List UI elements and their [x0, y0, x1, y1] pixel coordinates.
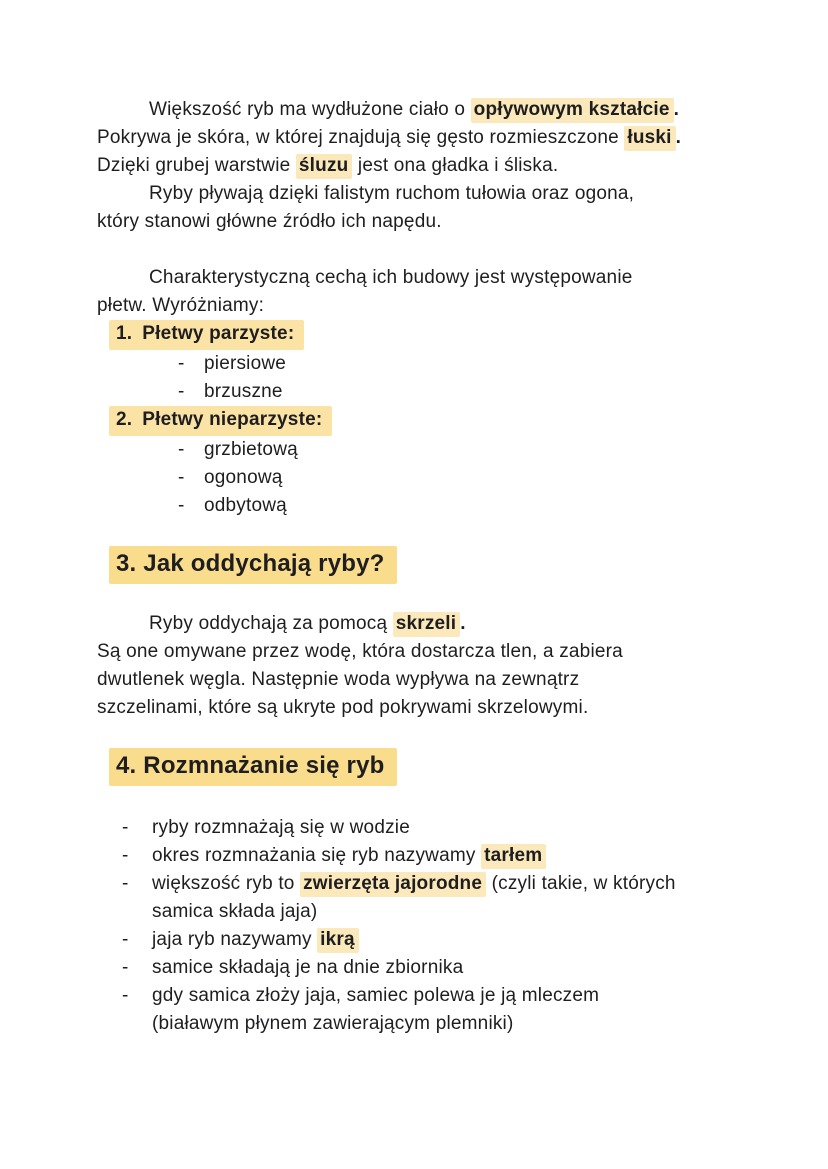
- text-segment: ryby rozmnażają się w wodzie: [152, 817, 410, 838]
- reproduction-bullet-list: [97, 814, 790, 1038]
- highlighted-term: zwierzęta jajorodne: [300, 872, 486, 897]
- text-segment: samice składają je na dnie zbiornika: [152, 957, 464, 978]
- highlighted-term: ikrą: [317, 928, 359, 953]
- fins-list: [97, 320, 790, 520]
- numbered-item-paired-fins: [109, 320, 790, 350]
- fin-sub-label: piersiowe: [204, 353, 287, 374]
- dash-marker: -: [122, 985, 129, 1006]
- dash-marker: -: [178, 467, 185, 488]
- item-number: 1.: [116, 323, 133, 344]
- highlighted-term: tarłem: [481, 844, 546, 869]
- text-segment: szczelinami, które są ukryte pod pokrywami skrzelowymi.: [97, 697, 589, 718]
- dash-marker: -: [122, 845, 129, 866]
- text-segment: Większość ryb ma wydłużone ciało o: [149, 99, 471, 120]
- text-segment: Są one omywane przez wodę, która dostarcza tlen, a zabiera: [97, 641, 623, 662]
- bullet-text: [152, 870, 790, 926]
- bullet-item: [122, 842, 790, 870]
- text-segment: który stanowi główne źródło ich napędu.: [97, 211, 442, 232]
- dash-marker: -: [122, 957, 129, 978]
- fin-sub-item: [178, 464, 790, 492]
- fin-sub-item: [178, 436, 790, 464]
- item-number: 2.: [116, 409, 133, 430]
- text-segment: dwutlenek węgla. Następnie woda wypływa na zewnątrz: [97, 669, 580, 690]
- text-segment: większość ryb to: [152, 873, 301, 894]
- text-segment: Ryby oddychają za pomocą: [149, 613, 393, 634]
- bullet-item: [122, 926, 790, 954]
- numbered-item-unpaired-fins: [109, 406, 790, 436]
- text-segment: .: [675, 127, 682, 148]
- bullet-text: [152, 954, 790, 982]
- dash-marker: -: [178, 439, 185, 460]
- paragraph-breathing: [97, 610, 790, 722]
- text-segment: .: [460, 613, 466, 634]
- text-segment: Pokrywa je skóra, w której znajdują się gęsto rozmieszczone: [97, 127, 625, 148]
- fin-sub-label: grzbietową: [204, 439, 298, 460]
- highlighted-term: opływowym kształcie: [471, 98, 674, 123]
- heading-highlight: 4. Rozmnażanie się ryb: [109, 748, 397, 786]
- bullet-text: [152, 842, 790, 870]
- text-segment: (czyli takie, w których: [486, 873, 676, 894]
- text-segment: jaja ryb nazywamy: [152, 929, 318, 950]
- highlighted-term: skrzeli: [393, 612, 461, 637]
- fin-sub-label: ogonową: [204, 467, 283, 488]
- text-segment: (białawym płynem zawierającym plemniki): [152, 1013, 514, 1034]
- bullet-text: [152, 982, 790, 1038]
- dash-marker: -: [178, 381, 185, 402]
- dash-marker: -: [178, 495, 185, 516]
- section-heading-reproduction: [109, 748, 790, 786]
- text-segment: płetw. Wyróżniamy:: [97, 295, 265, 316]
- dash-marker: -: [122, 929, 129, 950]
- text-segment: Ryby pływają dzięki falistym ruchom tułowia oraz ogona,: [149, 183, 635, 204]
- fin-sub-label: odbytową: [204, 495, 287, 516]
- text-segment: jest ona gładka i śliska.: [352, 155, 559, 176]
- item-label: Płetwy nieparzyste:: [142, 409, 323, 430]
- dash-marker: -: [122, 817, 129, 838]
- bullet-item: [122, 982, 790, 1038]
- dash-marker: -: [122, 873, 129, 894]
- numbered-item-band: [109, 406, 332, 436]
- bullet-text: [152, 814, 790, 842]
- bullet-item: [122, 870, 790, 926]
- fin-sub-label: brzuszne: [204, 381, 283, 402]
- fin-sub-item: [178, 492, 790, 520]
- bullet-item: [122, 954, 790, 982]
- dash-marker: -: [178, 353, 185, 374]
- paragraph-swimming: [97, 180, 790, 236]
- text-segment: gdy samica złoży jaja, samiec polewa je ją mleczem: [152, 985, 600, 1006]
- heading-highlight: 3. Jak oddychają ryby?: [109, 546, 397, 584]
- highlighted-term: łuski: [624, 126, 675, 151]
- item-label: Płetwy parzyste:: [142, 323, 295, 344]
- highlighted-term: śluzu: [296, 154, 353, 179]
- paragraph-fins-intro: [97, 264, 790, 320]
- paragraph-body-shape: [97, 96, 790, 180]
- bullet-item: [122, 814, 790, 842]
- text-segment: okres rozmnażania się ryb nazywamy: [152, 845, 482, 866]
- text-segment: .: [673, 99, 680, 120]
- bullet-text: [152, 926, 790, 954]
- fin-sub-item: [178, 350, 790, 378]
- text-segment: Dzięki grubej warstwie: [97, 155, 296, 176]
- numbered-item-band: [109, 320, 304, 350]
- fin-sub-item: [178, 378, 790, 406]
- text-segment: Charakterystyczną cechą ich budowy jest występowanie: [149, 267, 633, 288]
- section-heading-breathing: [109, 546, 790, 584]
- text-segment: samica składa jaja): [152, 901, 318, 922]
